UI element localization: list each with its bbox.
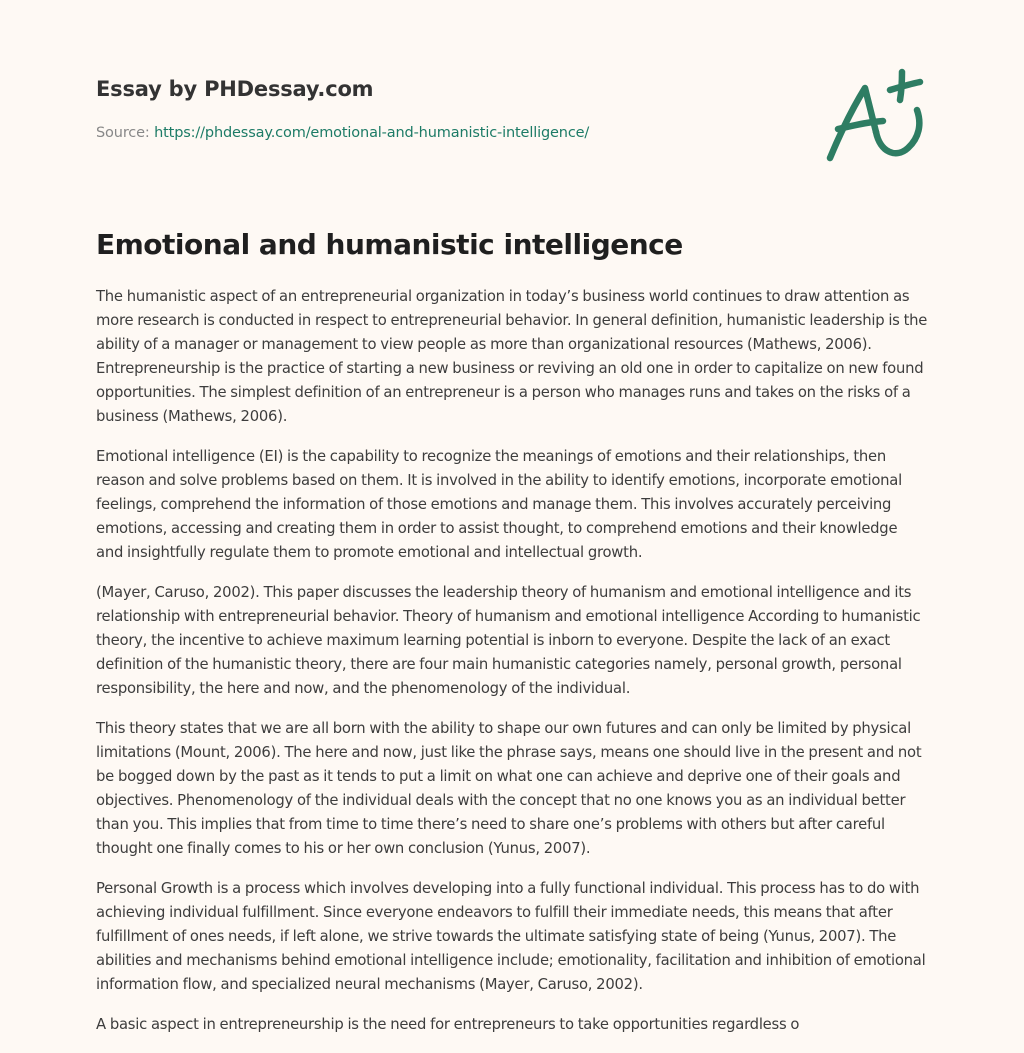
source-label: Source: <box>96 125 155 141</box>
article-paragraph: Emotional intelligence (EI) is the capability to recognize the meanings of emotions and their relationships, then reason and solve problems based on them. It is involved in the ability to identify emotions, incorporate emotional feelings, comprehend the information of those emotions and manage them. This involves accurately perceiving emotions, accessing and creating them in order to assist thought, to comprehend emotions and their knowledge and insightfully regulate them to promote emotional and intellectual growth. <box>96 448 902 561</box>
site-title: Essay by PHDessay.com <box>96 77 374 101</box>
article-paragraph: The humanistic aspect of an entrepreneurial organization in today’s business world continues to draw attention as more research is conducted in respect to entrepreneurial behavior. In general definition, humanistic leadership is the ability of a manager or management to view people as more than organizational resources (Mathews, 2006). Entrepreneurship is the practice of starting a new business or reviving an old one in order to capitalize on new found opportunities. The simplest definition of an entrepreneur is a person who manages runs and takes on the risks of a business (Mathews, 2006). <box>96 288 928 425</box>
source-link[interactable]: https://phdessay.com/emotional-and-humanistic-intelligence/ <box>154 125 590 141</box>
article <box>96 226 928 1053</box>
page-header <box>96 74 589 143</box>
article-paragraph-truncated: A basic aspect in entrepreneurship is the need for entrepreneurs to take opportunities regardless o <box>96 1016 800 1033</box>
article-paragraph: (Mayer, Caruso, 2002). This paper discusses the leadership theory of humanism and emotional intelligence and its relationship with entrepreneurial behavior. Theory of humanism and emotional intelligence According to humanistic theory, the incentive to achieve maximum learning potential is inborn to everyone. Despite the lack of an exact definition of the humanistic theory, there are four main humanistic categories namely, personal growth, personal responsibility, the here and now, and the phenomenology of the individual. <box>96 584 921 697</box>
source-line <box>96 123 589 143</box>
a-plus-grade-icon <box>820 64 930 169</box>
article-paragraph: Personal Growth is a process which involves developing into a fully functional individual. This process has to do with achieving individual fulfillment. Since everyone endeavors to fulfill their immediate needs, this means that after fulfillment of ones needs, if left alone, we strive towards the ultimate satisfying state of being (Yunus, 2007). The abilities and mechanisms behind emotional intelligence include; emotionality, facilitation and inhibition of emotional information flow, and specialized neural mechanisms (Mayer, Caruso, 2002). <box>96 880 926 993</box>
article-paragraph: This theory states that we are all born with the ability to shape our own futures and can only be limited by physical limitations (Mount, 2006). The here and now, just like the phrase says, means one should live in the present and not be bogged down by the past as it tends to put a limit on what one can achieve and deprive one of their goals and objectives. Phenomenology of the individual deals with the concept that no one knows you as an individual better than you. This implies that from time to time there’s need to share one’s problems with others but after careful thought one finally comes to his or her own conclusion (Yunus, 2007). <box>96 720 922 857</box>
article-title: Emotional and humanistic intelligence <box>96 228 683 261</box>
